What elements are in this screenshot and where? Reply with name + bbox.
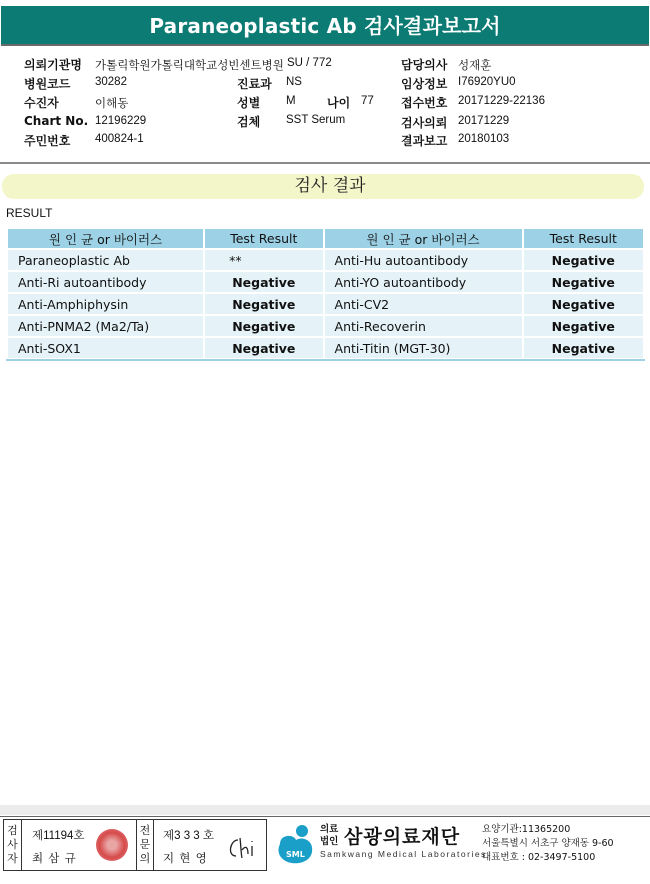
request-value: 20171229 — [458, 115, 510, 127]
organization-logo — [270, 818, 650, 874]
patient-info — [0, 52, 650, 156]
dept-label: 진료과 — [237, 77, 272, 91]
test-name: Anti-Hu autoantibody — [325, 250, 522, 270]
test-result: Negative — [524, 338, 643, 358]
doctor-value: 성재훈 — [458, 60, 492, 72]
footer-band — [0, 805, 650, 815]
test-result: ** — [205, 250, 322, 270]
specialist-label — [136, 820, 154, 870]
examiner-name: 최 삼 규 — [32, 853, 77, 865]
sml-logo-icon — [272, 822, 318, 868]
section-title: 검사 결과 — [294, 176, 366, 196]
examiner-number: 제11194호 — [32, 830, 85, 842]
doctor-label: 담당의사 — [401, 58, 448, 72]
seal-stamp — [96, 829, 128, 861]
examiner-label-text: 검사자 — [7, 824, 18, 865]
test-result: Negative — [205, 294, 322, 314]
chart-label: Chart No. — [24, 114, 89, 128]
ward-value: SU / 772 — [287, 57, 332, 69]
table-row — [8, 272, 643, 292]
test-name: Anti-CV2 — [325, 294, 522, 314]
patient-label: 수진자 — [24, 96, 59, 110]
patient-value: 이해동 — [95, 98, 129, 110]
table-header-row — [8, 229, 643, 248]
header-organism-1: 원 인 균 or 바이러스 — [8, 229, 203, 248]
test-result: Negative — [524, 316, 643, 336]
test-name: Anti-PNMA2 (Ma2/Ta) — [8, 316, 203, 336]
footer-rule — [0, 816, 650, 817]
clinical-value: I76920YU0 — [458, 76, 516, 88]
receipt-label: 접수번호 — [401, 96, 448, 110]
test-result: Negative — [524, 272, 643, 292]
specialist-name: 지 현 영 — [163, 853, 208, 865]
test-name: Anti-Titin (MGT-30) — [325, 338, 522, 358]
test-name: Anti-Amphiphysin — [8, 294, 203, 314]
org-type-line-2: 법인 — [320, 836, 339, 847]
dept-value: NS — [286, 76, 302, 88]
result-table — [6, 227, 645, 360]
receipt-value: 20171229-22136 — [458, 95, 545, 107]
age-label: 나이 — [327, 96, 351, 110]
organization-english-name: Samkwang Medical Laboratories — [320, 849, 487, 859]
test-result: Negative — [205, 272, 322, 292]
institution-label: 의뢰기관명 — [24, 58, 82, 72]
id-value: 400824-1 — [95, 133, 144, 145]
clinical-label: 임상정보 — [401, 77, 448, 91]
sex-label: 성별 — [237, 96, 261, 110]
table-bottom-rule — [6, 359, 645, 361]
id-label: 주민번호 — [24, 134, 71, 148]
request-label: 검사의뢰 — [401, 116, 448, 130]
report-title: Paraneoplastic Ab 검사결과보고서 — [149, 14, 501, 38]
org-code: 요양기관:11365200 — [482, 824, 571, 835]
table-row — [8, 338, 643, 358]
test-name: Paraneoplastic Ab — [8, 250, 203, 270]
header-result-2: Test Result — [524, 229, 643, 248]
hospital-code-label: 병원코드 — [24, 77, 71, 91]
test-result: Negative — [524, 294, 643, 314]
chart-value: 12196229 — [95, 115, 147, 127]
test-name: Anti-Ri autoantibody — [8, 272, 203, 292]
specimen-label: 검체 — [237, 115, 261, 129]
logo-text: SML — [286, 850, 305, 859]
header-separator — [0, 162, 650, 164]
header-organism-2: 원 인 균 or 바이러스 — [325, 229, 522, 248]
sex-value: M — [286, 95, 296, 107]
org-phone: 대표번호 : 02-3497-5100 — [482, 852, 596, 863]
test-name: Anti-SOX1 — [8, 338, 203, 358]
test-result: Negative — [205, 338, 322, 358]
institution-value: 가톨릭학원가톨릭대학교성빈센트병원 — [95, 60, 284, 72]
header-result-1: Test Result — [205, 229, 322, 248]
signature-mark — [224, 832, 262, 862]
table-row — [8, 250, 643, 270]
org-type-label — [320, 824, 338, 848]
report-date-value: 20180103 — [458, 133, 510, 145]
test-name: Anti-Recoverin — [325, 316, 522, 336]
age-value: 77 — [361, 95, 374, 107]
examiner-label — [4, 820, 22, 870]
org-type-line-1: 의료 — [320, 824, 339, 835]
organization-name: 삼광의료재단 — [344, 826, 461, 848]
result-label: RESULT — [6, 206, 53, 220]
report-title-bar — [1, 6, 649, 46]
test-result: Negative — [205, 316, 322, 336]
specialist-label-text: 전문의 — [139, 824, 151, 865]
signature-box — [3, 819, 267, 871]
org-address: 서울특별시 서초구 양재동 9-60 — [482, 838, 614, 849]
report-date-label: 결과보고 — [401, 134, 448, 148]
organization-info — [482, 823, 614, 865]
table-row — [8, 294, 643, 314]
section-banner — [2, 174, 644, 199]
specialist-number: 제3 3 3 호 — [163, 830, 214, 842]
specimen-value: SST Serum — [286, 114, 346, 126]
table-row — [8, 316, 643, 336]
hospital-code-value: 30282 — [95, 76, 127, 88]
test-result: Negative — [524, 250, 643, 270]
test-name: Anti-YO autoantibody — [325, 272, 522, 292]
